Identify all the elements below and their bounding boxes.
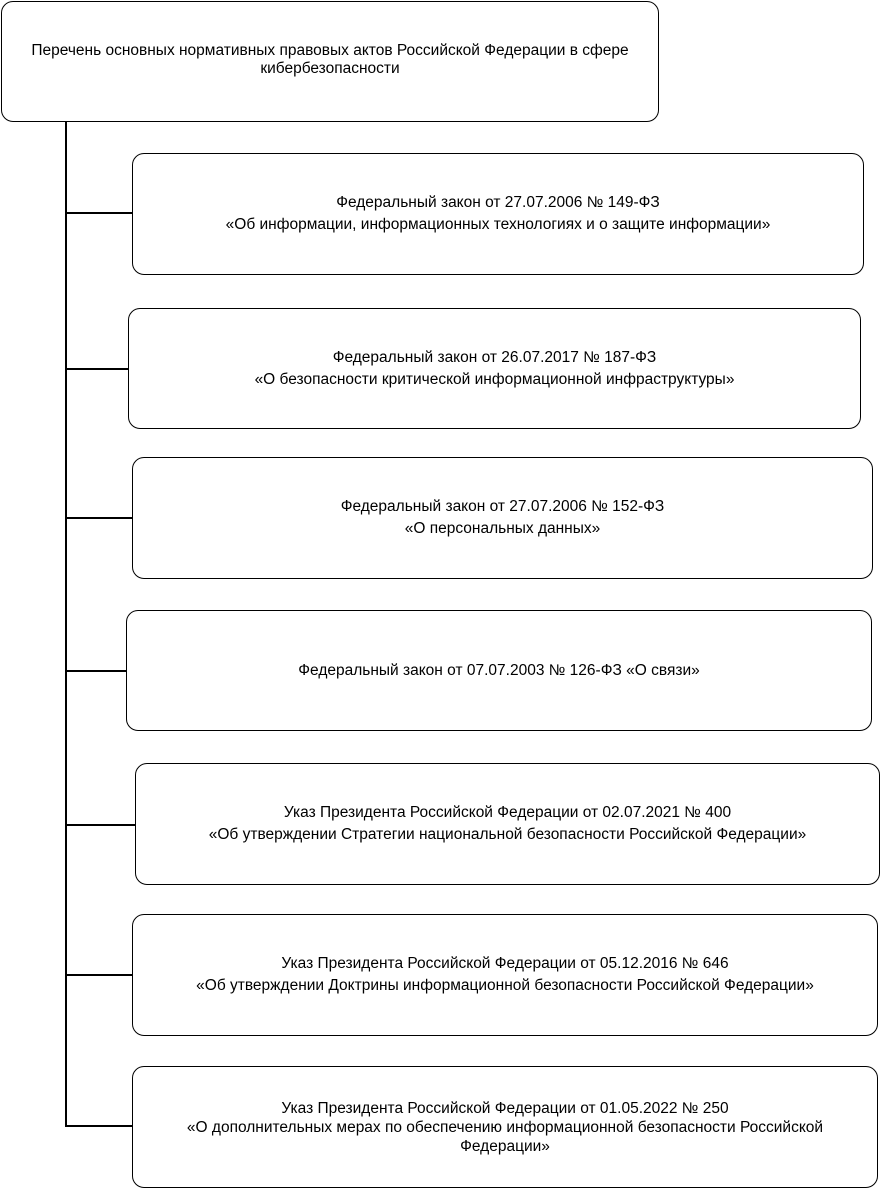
connector-branch-4 [65, 670, 127, 672]
connector-branch-2 [65, 368, 129, 370]
act-subtitle: «Об утверждении Доктрины информационной безопасности Российской Федерации» [196, 977, 814, 994]
connector-branch-6 [65, 974, 133, 976]
act-subtitle: «О персональных данных» [404, 520, 601, 537]
act-title: Указ Президента Российской Федерации от 01.05.2022 № 250 [281, 1099, 729, 1117]
act-node-187fz [128, 308, 861, 429]
act-node-ukaz-400 [135, 763, 880, 885]
act-title: Указ Президента Российской Федерации от 02.07.2021 № 400 [283, 804, 732, 821]
act-node-126fz [126, 610, 872, 731]
connector-branch-7 [65, 1125, 133, 1127]
act-title: Федеральный закон от 27.07.2006 № 152-ФЗ [340, 498, 665, 515]
act-subtitle: «Об информации, информационных технологиях и о защите информации» [225, 216, 771, 233]
root-node [1, 1, 659, 122]
connector-branch-5 [65, 824, 135, 826]
act-title: Указ Президента Российской Федерации от 05.12.2016 № 646 [281, 955, 729, 972]
act-node-152fz [132, 457, 873, 579]
act-subtitle: «О дополнительных мерах по обеспечению информационной безопасности Российской Федерации» [186, 1118, 824, 1155]
act-node-ukaz-646 [132, 914, 878, 1036]
connector-branch-1 [65, 212, 133, 214]
act-node-149fz [132, 153, 864, 275]
connector-branch-3 [65, 517, 133, 519]
act-subtitle: «О безопасности критической информационной инфраструктуры» [254, 370, 735, 388]
root-title: Перечень основных нормативных правовых актов Российской Федерации в сфере кибербезопасности [31, 42, 629, 77]
act-subtitle: «Об утверждении Стратегии национальной безопасности Российской Федерации» [208, 826, 807, 843]
act-title: Федеральный закон от 07.07.2003 № 126-ФЗ «О связи» [298, 661, 700, 679]
act-node-ukaz-250 [132, 1066, 878, 1188]
act-title: Федеральный закон от 26.07.2017 № 187-ФЗ [332, 348, 657, 366]
act-title: Федеральный закон от 27.07.2006 № 149-ФЗ [336, 194, 660, 211]
